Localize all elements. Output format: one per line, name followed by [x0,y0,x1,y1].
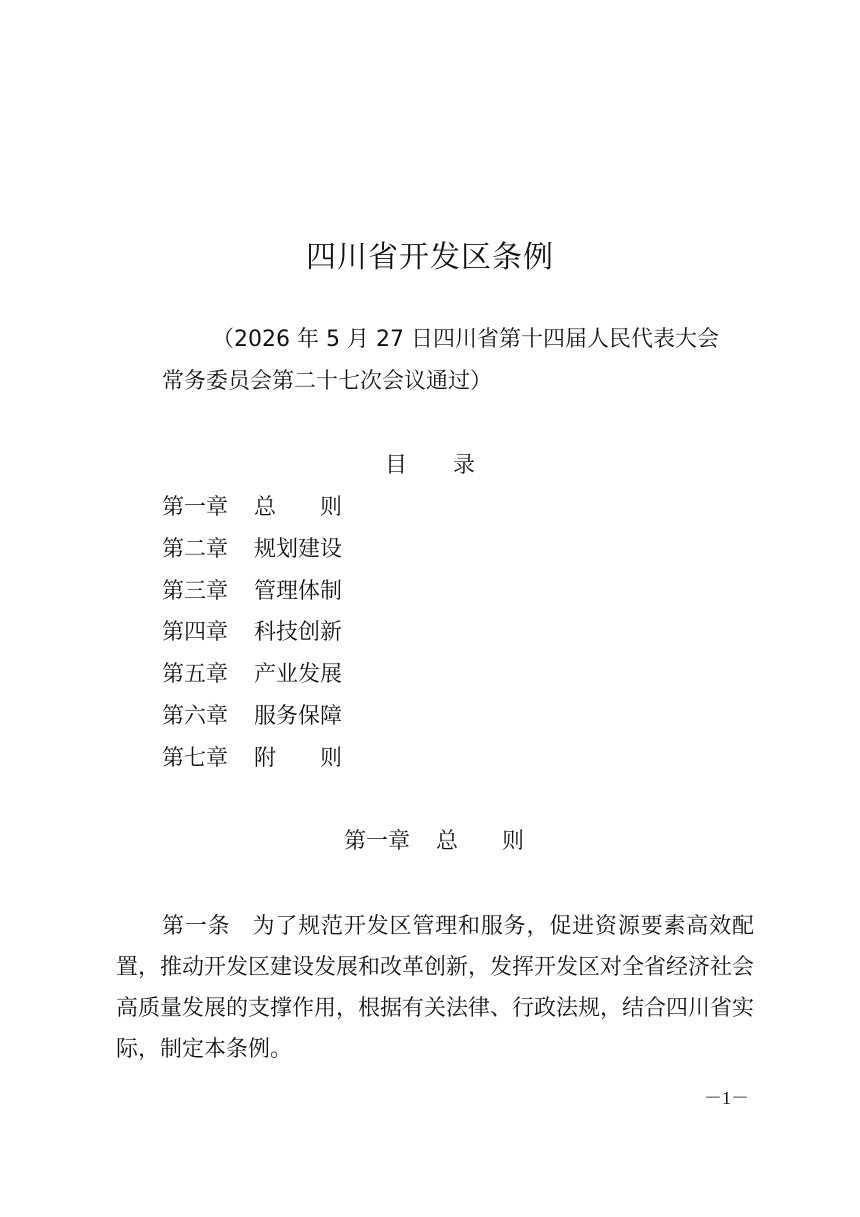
toc-chapter-number: 第七章 [162,745,229,771]
toc-item-chapter-7[interactable] [162,741,342,783]
toc-heading [0,448,860,484]
chapter-number: 第一章 [344,829,411,854]
page-number: －1－ [704,1088,749,1108]
chapter-1-heading [344,824,524,860]
table-of-contents [162,490,342,783]
toc-heading-char-2: 录 [453,453,476,478]
article-text: 为了规范开发区管理和服务，促进资源要素高效配置，推动开发区建设发展和改革创新，发挥开发区对全省经济社会高质量发展的支撑作用，根据有关法律、行政法规，结合四川省实际，制定本条例。 [116,914,755,1062]
toc-chapter-title: 规划建设 [254,536,343,562]
toc-item-chapter-4[interactable] [162,615,342,657]
toc-chapter-title: 服务保障 [254,703,343,729]
toc-chapter-number: 第三章 [162,578,229,604]
toc-chapter-number: 第二章 [162,536,229,562]
article-1 [116,906,754,1070]
toc-chapter-title: 附 则 [254,745,343,771]
adoption-note-line-1: （2026 年 5 月 27 日四川省第十四届人民代表大会 [212,327,719,352]
toc-chapter-number: 第六章 [162,703,229,729]
adoption-note-line-2: 常务委员会第二十七次会议通过） [162,369,493,394]
toc-item-chapter-6[interactable] [162,699,342,741]
toc-chapter-title: 管理体制 [254,578,343,604]
article-number: 第一条 [162,914,231,939]
toc-item-chapter-3[interactable] [162,574,342,616]
toc-chapter-title: 产业发展 [254,662,343,688]
chapter-title: 总 则 [436,829,525,854]
toc-item-chapter-2[interactable] [162,532,342,574]
toc-chapter-number: 第四章 [162,620,229,646]
toc-chapter-number: 第一章 [162,495,229,520]
toc-chapter-number: 第五章 [162,662,229,688]
toc-chapter-title: 总 则 [254,495,343,520]
toc-item-chapter-5[interactable] [162,657,342,699]
toc-heading-char-1: 目 [384,453,407,478]
document-title: 四川省开发区条例 [306,240,554,275]
toc-chapter-title: 科技创新 [254,620,343,646]
toc-item-chapter-1[interactable] [162,490,342,532]
